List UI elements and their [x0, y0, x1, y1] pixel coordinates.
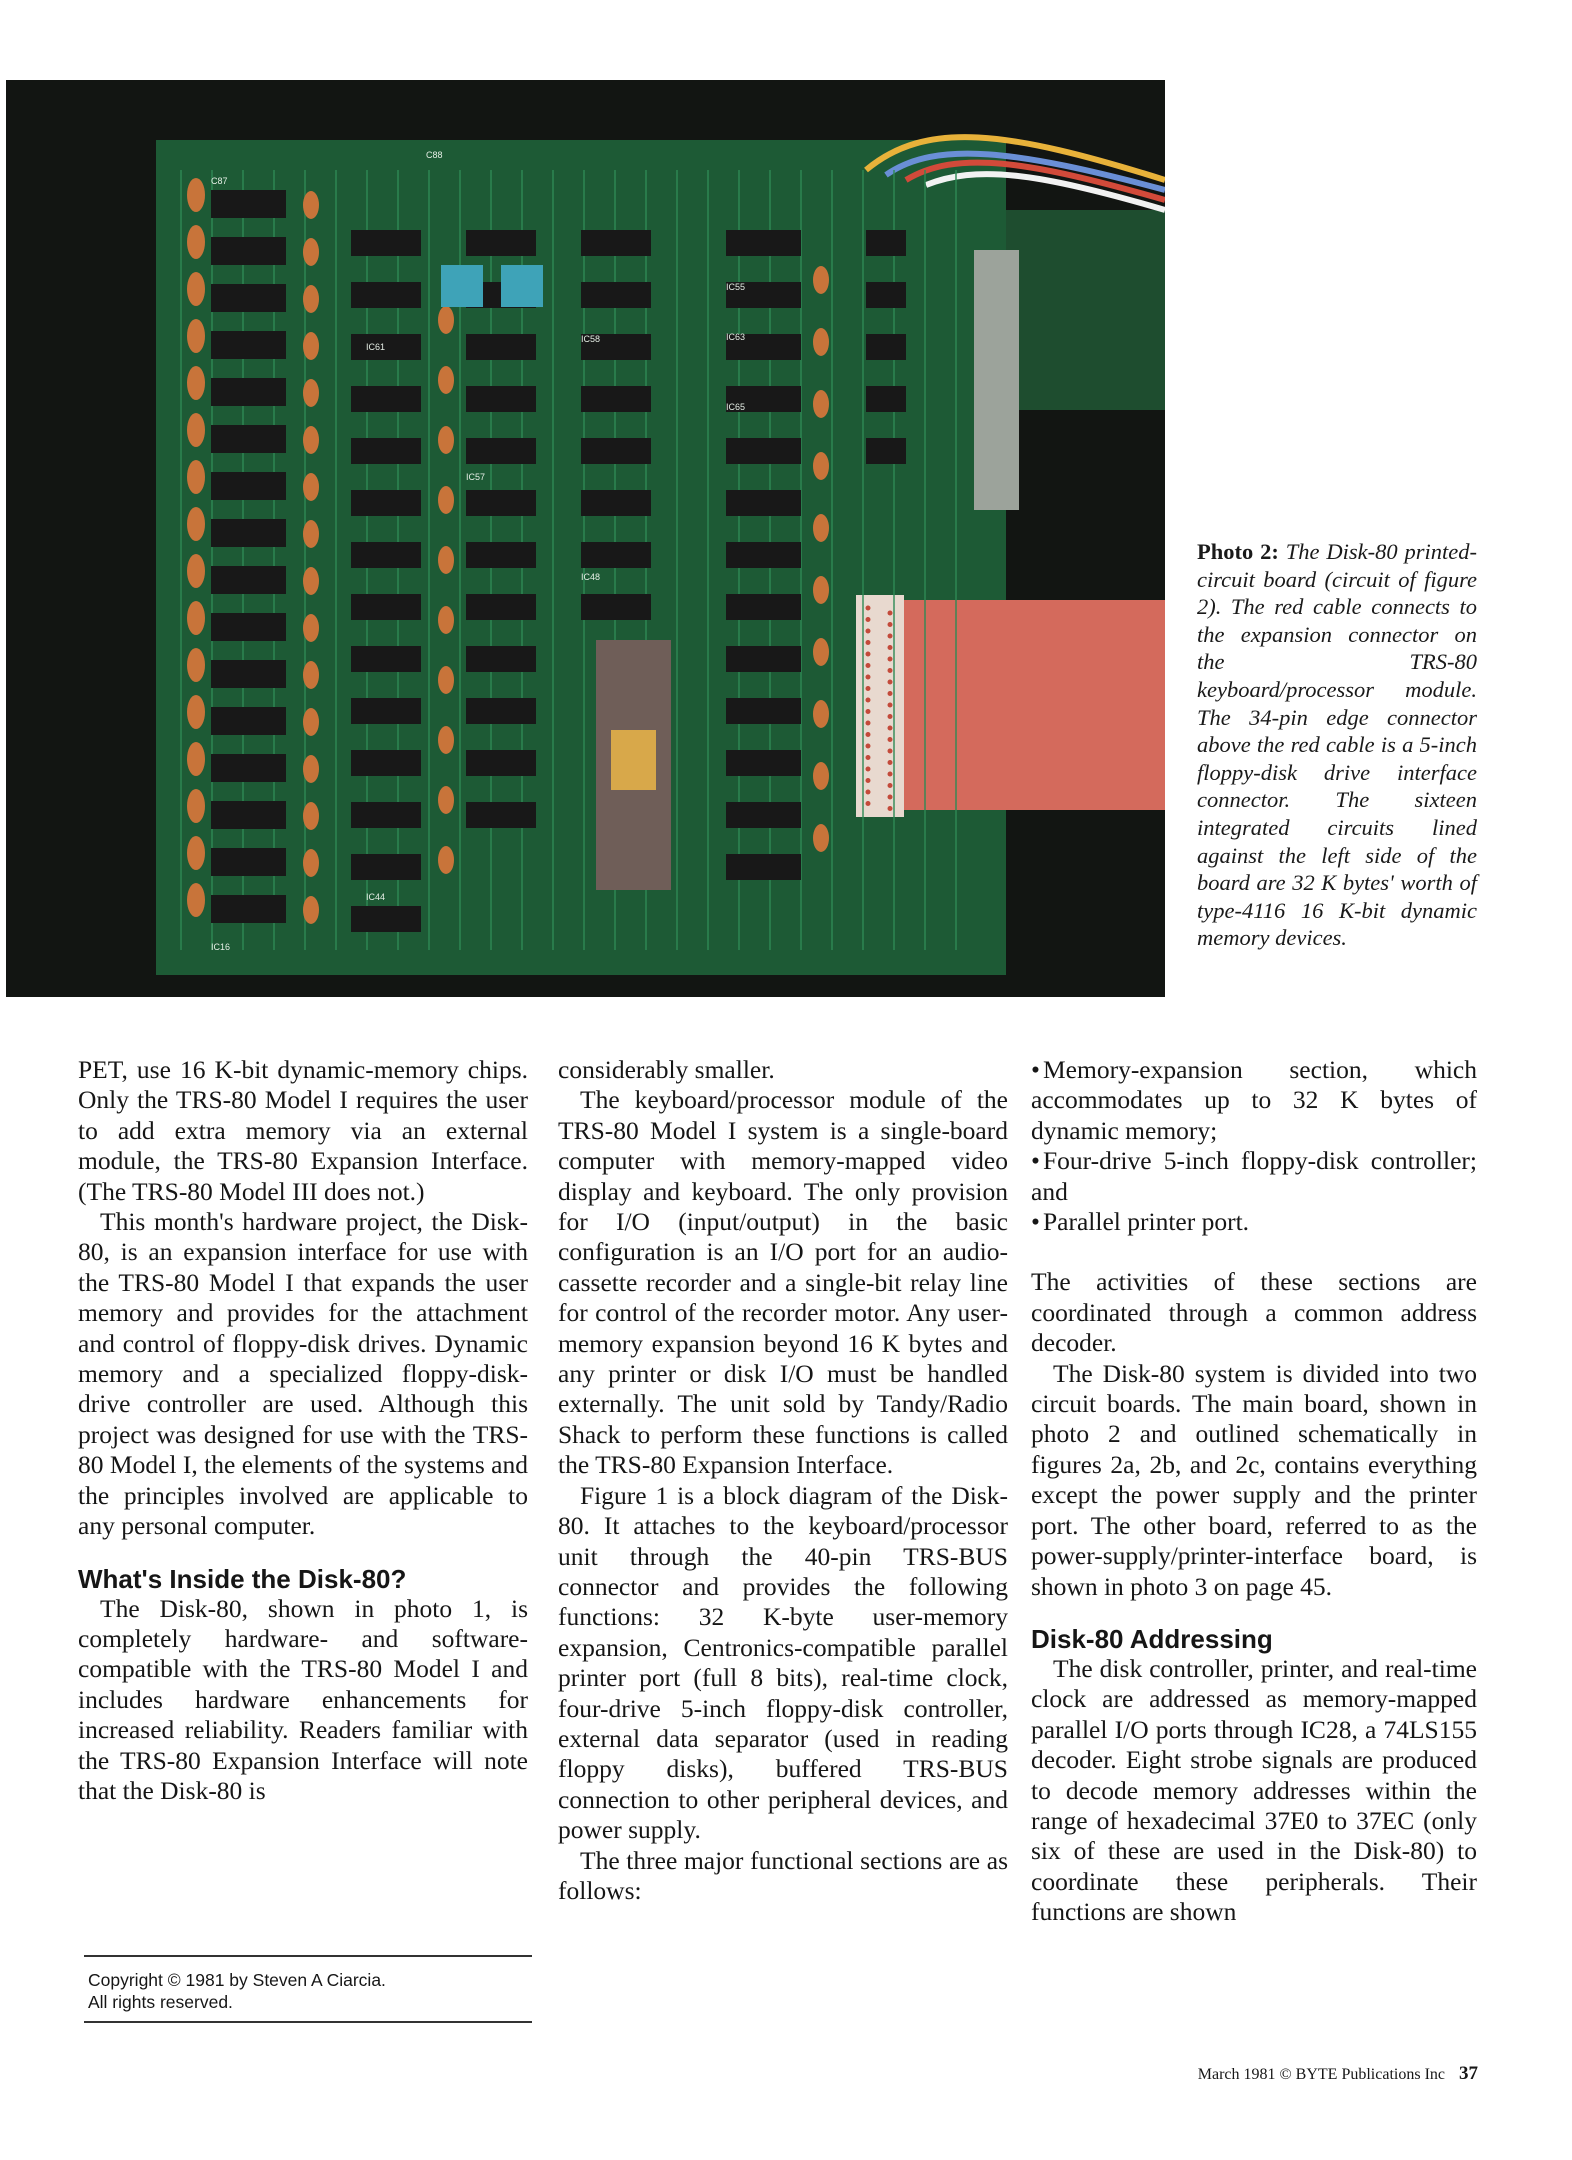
bullet-icon: •: [1031, 1207, 1040, 1237]
circuit-board-illustration: [6, 80, 1165, 997]
logic-chip: [351, 646, 421, 672]
capacitor: [813, 700, 829, 728]
logic-chip: [466, 646, 536, 672]
logic-chip: [351, 438, 421, 464]
copyright-line: All rights reserved.: [88, 1992, 233, 2012]
capacitor: [438, 726, 454, 754]
capacitor: [303, 520, 319, 548]
logic-chip: [581, 230, 651, 256]
logic-chip: [466, 386, 536, 412]
capacitor: [303, 661, 319, 689]
board-label: C88: [426, 150, 443, 160]
connector-pin: [866, 732, 871, 737]
paragraph: considerably smaller.: [558, 1055, 775, 1084]
bullet-text: Four-drive 5-inch floppy-disk controller; and: [1031, 1146, 1477, 1206]
board-label: IC57: [466, 472, 486, 482]
capacitor: [187, 554, 205, 588]
connector-pin: [866, 606, 871, 611]
capacitor: [813, 266, 829, 294]
bullet-text: Memory-expansion section, which accommodates up to 32 K bytes of dynamic memory;: [1031, 1055, 1477, 1145]
capacitor: [303, 238, 319, 266]
capacitor: [187, 883, 205, 917]
column-1: [78, 1055, 528, 1806]
capacitor: [303, 896, 319, 924]
capacitor: [187, 742, 205, 776]
connector-pin: [888, 645, 893, 650]
memory-chip: [211, 848, 286, 876]
board-label: IC63: [726, 332, 746, 342]
paragraph: The Disk-80, shown in photo 1, is completely hardware- and software-compatible with the TRS-80 Model I and includes hardware enhancements for increased reliability. Readers familiar with the TRS-80 Expansion Interface will note that the Disk-80 is: [78, 1593, 528, 1805]
connector-pin: [888, 714, 893, 719]
connector-pin: [888, 657, 893, 662]
bullet-item: [1031, 1146, 1477, 1207]
paragraph: This month's hardware project, the Disk-80, is an expansion interface for use with the TRS-80 Model I that expands the user memory and provides for the attachment and control of floppy-disk drives. Dynamic memory and a specialized floppy-disk-drive controller are used. Although this project was designed for use with the TRS-80 Model I, the elements of the systems and the principles involved are applicable to any personal computer.: [78, 1207, 528, 1541]
logic-chip: [726, 802, 801, 828]
connector-pin: [866, 640, 871, 645]
connector-pin: [888, 668, 893, 673]
board-label: IC58: [581, 334, 601, 344]
connector-pin: [888, 737, 893, 742]
capacitor: [813, 576, 829, 604]
capacitor: [303, 379, 319, 407]
page-footer: [1118, 2063, 1478, 2085]
connector-pin: [866, 698, 871, 703]
paragraph: The Disk-80 system is divided into two circuit boards. The main board, shown in photo 2 and outlined schematically in figures 2a, 2b, and 2c, contains everything except the power supply and the printer port. The other board, referred to as the power-supply/printer-interface board, is shown in photo 3 on page 45.: [1031, 1358, 1477, 1601]
logic-chip: [351, 542, 421, 568]
board-label: IC61: [366, 342, 386, 352]
bullet-item: [1031, 1055, 1477, 1146]
connector-pin: [866, 778, 871, 783]
capacitor: [303, 285, 319, 313]
capacitor: [303, 755, 319, 783]
capacitor: [438, 666, 454, 694]
capacitor: [303, 473, 319, 501]
capacitor: [813, 824, 829, 852]
board-label: IC44: [366, 892, 386, 902]
copyright-line: Copyright © 1981 by Steven A Ciarcia.: [88, 1970, 386, 1990]
connector-pin: [866, 755, 871, 760]
capacitor: [187, 178, 205, 212]
paragraph: PET, use 16 K-bit dynamic-memory chips. Only the TRS-80 Model I requires the user to add extra memory via an external module, the TRS-80 Expansion Interface. (The TRS-80 Model III does not.): [78, 1055, 528, 1206]
capacitor: [303, 567, 319, 595]
connector-pin: [888, 703, 893, 708]
connector-pin: [866, 663, 871, 668]
logic-chip: [866, 438, 906, 464]
logic-chip: [466, 230, 536, 256]
logic-chip: [351, 490, 421, 516]
memory-chip: [211, 237, 286, 265]
logic-chip: [466, 750, 536, 776]
bullet-text: Parallel printer port.: [1043, 1207, 1250, 1237]
logic-chip: [466, 802, 536, 828]
memory-chip: [211, 707, 286, 735]
capacitor: [187, 225, 205, 259]
connector-pin: [888, 680, 893, 685]
connector-pin: [866, 686, 871, 691]
memory-chip: [211, 331, 286, 359]
connector-pin: [866, 790, 871, 795]
board-label: IC65: [726, 402, 746, 412]
connector-pin: [866, 652, 871, 657]
capacitor: [813, 328, 829, 356]
logic-chip: [466, 334, 536, 360]
connector-pin: [866, 801, 871, 806]
page-number: 37: [1459, 2063, 1478, 2084]
capacitor: [303, 802, 319, 830]
connector-pin: [888, 634, 893, 639]
capacitor: [813, 638, 829, 666]
connector-pin: [888, 749, 893, 754]
logic-chip: [866, 334, 906, 360]
connector-pin: [866, 675, 871, 680]
section-heading: What's Inside the Disk-80?: [78, 1563, 407, 1594]
logic-chip: [351, 282, 421, 308]
bullet-icon: •: [1031, 1146, 1040, 1176]
capacitor: [438, 546, 454, 574]
capacitor: [438, 426, 454, 454]
connector-pin: [888, 795, 893, 800]
connector-pin: [888, 772, 893, 777]
capacitor: [813, 762, 829, 790]
paragraph: The disk controller, printer, and real-time clock are addressed as memory-mapped parallel I/O ports through IC28, a 74LS155 decoder. Eight strobe signals are produced to decode memory addresses within the range of hexadecimal 37E0 to 37EC (only six of these are used in the Disk-80) to coordinate these peripherals. Their functions are shown: [1031, 1653, 1477, 1927]
caption-text: The Disk-80 printed-circuit board (circuit of figure 2). The red cable connects to the expansion connector on the TRS-80 keyboard/processor module. The 34-pin edge connector above the red cable is a 5-inch floppy-disk drive interface connector. The sixteen integrated circuits lined against the left side of the board are 32 K bytes' worth of type-4116 16 K-bit dynamic memory devices.: [1197, 539, 1477, 951]
logic-chip: [866, 230, 906, 256]
logic-chip: [726, 542, 801, 568]
photo-caption: [1197, 538, 1477, 952]
logic-chip: [726, 438, 801, 464]
section-heading: Disk-80 Addressing: [1031, 1623, 1273, 1654]
logic-chip: [466, 698, 536, 724]
logic-chip: [726, 230, 801, 256]
bullet-icon: •: [1031, 1055, 1040, 1084]
capacitor: [187, 648, 205, 682]
connector-pin: [888, 691, 893, 696]
capacitor: [438, 366, 454, 394]
edge-connector: [974, 250, 1019, 510]
board-label: IC48: [581, 572, 601, 582]
logic-chip: [581, 542, 651, 568]
logic-chip: [466, 438, 536, 464]
board-label: IC55: [726, 282, 746, 292]
memory-chip: [211, 378, 286, 406]
paragraph: The three major functional sections are as follows:: [558, 1845, 1008, 1905]
logic-chip: [466, 542, 536, 568]
logic-chip: [351, 230, 421, 256]
logic-chip: [581, 386, 651, 412]
paragraph: The keyboard/processor module of the TRS-80 Model I system is a single-board computer with memory-mapped video display and keyboard. The only provision for I/O (input/output) in the basic configuration is an I/O port for an audio-cassette recorder and a single-bit relay line for control of the recorder motor. Any user-memory expansion beyond 16 K bytes and any printer or disk I/O must be handled externally. The unit sold by Tandy/Radio Shack to perform these functions is called the TRS-80 Expansion Interface.: [558, 1085, 1008, 1480]
connector-pin: [866, 744, 871, 749]
controller-die: [611, 730, 656, 790]
capacitor: [303, 191, 319, 219]
logic-chip: [351, 386, 421, 412]
memory-chip: [211, 284, 286, 312]
column-2: [558, 1055, 1008, 1906]
paragraph: The activities of these sections are coordinated through a common address decoder.: [1031, 1267, 1477, 1358]
capacitor: [187, 695, 205, 729]
capacitor: [187, 319, 205, 353]
board-label: IC16: [211, 942, 231, 952]
connector-pin: [888, 622, 893, 627]
capacitor: [438, 486, 454, 514]
capacitor: [438, 306, 454, 334]
logic-chip: [726, 698, 801, 724]
footer-text: March 1981 © BYTE Publications Inc: [1197, 2066, 1445, 2083]
capacitor: [303, 426, 319, 454]
memory-chip: [211, 613, 286, 641]
bullet-item: [1031, 1207, 1477, 1237]
logic-chip: [351, 906, 421, 932]
logic-chip: [351, 698, 421, 724]
board-label: C87: [211, 176, 228, 186]
logic-chip: [866, 386, 906, 412]
connector-pin: [888, 783, 893, 788]
logic-chip: [351, 334, 421, 360]
copyright-box: [84, 1955, 532, 2023]
connector-pin: [866, 709, 871, 714]
connector-pin: [888, 726, 893, 731]
logic-chip: [466, 490, 536, 516]
logic-chip: [726, 594, 801, 620]
logic-chip: [866, 282, 906, 308]
logic-chip: [726, 854, 801, 880]
logic-chip: [581, 594, 651, 620]
capacitor: [813, 390, 829, 418]
capacitor: [438, 846, 454, 874]
capacitor: [187, 836, 205, 870]
logic-chip: [351, 802, 421, 828]
capacitor: [813, 452, 829, 480]
connector-pin: [866, 617, 871, 622]
capacitor: [187, 789, 205, 823]
capacitor: [438, 786, 454, 814]
connector-pin: [888, 806, 893, 811]
memory-chip: [211, 801, 286, 829]
memory-chip: [211, 895, 286, 923]
ribbon-cable: [886, 600, 1165, 810]
memory-chip: [211, 754, 286, 782]
logic-chip: [351, 594, 421, 620]
paragraph: Figure 1 is a block diagram of the Disk-80. It attaches to the keyboard/processor unit through the 40-pin TRS-BUS connector and provides the following functions: 32 K-byte user-memory expansion, Centronics-compatible parallel printer port (full 8 bits), real-time clock, four-drive 5-inch floppy-disk controller, external data separator (used in reading floppy disks), buffered TRS-BUS connection to other peripheral devices, and power supply.: [558, 1480, 1008, 1845]
capacitor: [303, 614, 319, 642]
memory-chip: [211, 566, 286, 594]
capacitor: [438, 606, 454, 634]
connector-pin: [866, 767, 871, 772]
logic-chip: [466, 594, 536, 620]
memory-chip: [211, 660, 286, 688]
memory-chip: [211, 472, 286, 500]
capacitor: [187, 413, 205, 447]
capacitor: [187, 601, 205, 635]
caption-lead: Photo 2:: [1197, 539, 1279, 564]
capacitor: [187, 366, 205, 400]
connector-pin: [888, 760, 893, 765]
logic-chip: [581, 438, 651, 464]
logic-chip: [581, 490, 651, 516]
logic-chip: [726, 750, 801, 776]
circuit-board-photo: [6, 80, 1165, 997]
logic-chip: [351, 854, 421, 880]
logic-chip: [351, 750, 421, 776]
capacitor: [303, 708, 319, 736]
capacitor: [303, 849, 319, 877]
column-3: [1031, 1055, 1477, 1928]
logic-chip: [726, 646, 801, 672]
capacitor: [187, 507, 205, 541]
trimmer-pot: [441, 265, 483, 307]
logic-chip: [581, 282, 651, 308]
capacitor: [187, 272, 205, 306]
capacitor: [303, 332, 319, 360]
capacitor: [813, 514, 829, 542]
memory-chip: [211, 519, 286, 547]
capacitor: [187, 460, 205, 494]
memory-chip: [211, 190, 286, 218]
memory-chip: [211, 425, 286, 453]
connector-pin: [866, 629, 871, 634]
connector-pin: [888, 611, 893, 616]
connector-pin: [866, 721, 871, 726]
logic-chip: [726, 490, 801, 516]
trimmer-pot: [501, 265, 543, 307]
